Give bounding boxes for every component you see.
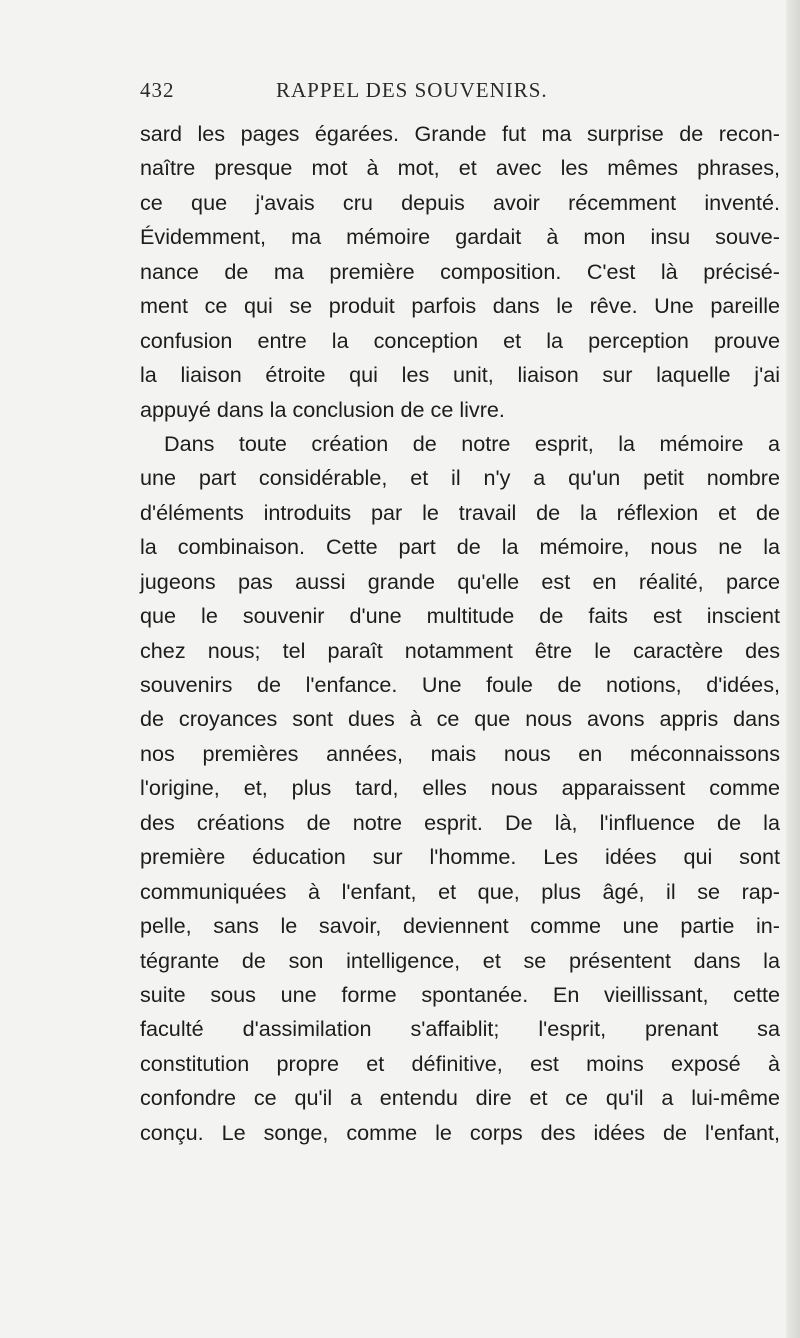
running-head [0,78,800,108]
body-text [140,117,780,1150]
text-line: nance de ma première composition. C'est là précisé- [140,258,780,284]
page-number: 432 [140,78,175,102]
text-line: que le souvenir d'une multitude de faits est inscient [140,603,780,629]
text-line: des créations de notre esprit. De là, l'influence de la [140,809,780,835]
text-line: tégrante de son intelligence, et se présentent dans la [140,947,780,973]
text-line: ce que j'avais cru depuis avoir récemment inventé. [140,189,780,215]
text-line: confondre ce qu'il a entendu dire et ce qu'il a lui-même [140,1085,780,1111]
text-line: pelle, sans le savoir, deviennent comme une partie in- [140,913,780,939]
text-line: la liaison étroite qui les unit, liaison sur laquelle j'ai [140,362,780,388]
text-line: naître presque mot à mot, et avec les mêmes phrases, [140,155,780,181]
page-edge-shadow [786,0,800,1338]
text-line: l'origine, et, plus tard, elles nous apparaissent comme [140,775,780,801]
text-line: conçu. Le songe, comme le corps des idées de l'enfant, [140,1119,780,1145]
text-line: communiquées à l'enfant, et que, plus âgé, il se rap- [140,878,780,904]
text-line: faculté d'assimilation s'affaiblit; l'esprit, prenant sa [140,1016,780,1042]
text-line: nos premières années, mais nous en méconnaissons [140,740,780,766]
text-line: de croyances sont dues à ce que nous avons appris dans [140,706,780,732]
text-line: Évidemment, ma mémoire gardait à mon insu souve- [140,224,780,250]
running-title: RAPPEL DES SOUVENIRS. [276,78,548,102]
text-line: confusion entre la conception et la perception prouve [140,327,780,353]
text-line: ment ce qui se produit parfois dans le rêve. Une pareille [140,293,780,319]
text-line: sard les pages égarées. Grande fut ma surprise de recon- [140,121,780,146]
text-line: constitution propre et définitive, est moins exposé à [140,1050,780,1076]
text-line: jugeons pas aussi grande qu'elle est en réalité, parce [140,568,780,594]
text-line: une part considérable, et il n'y a qu'un petit nombre [140,465,780,491]
text-line: chez nous; tel paraît notamment être le caractère des [140,637,780,663]
text-line: la combinaison. Cette part de la mémoire, nous ne la [140,534,780,560]
paragraph-end-line: appuyé dans la conclusion de ce livre. [140,396,505,422]
text-line: souvenirs de l'enfance. Une foule de notions, d'idées, [140,672,780,697]
text-line: première éducation sur l'homme. Les idées qui sont [140,844,780,870]
text-line: d'éléments introduits par le travail de la réflexion et de [140,499,780,525]
text-line: suite sous une forme spontanée. En vieillissant, cette [140,981,780,1007]
paragraph-start-line: Dans toute création de notre esprit, la mémoire a [164,430,780,456]
